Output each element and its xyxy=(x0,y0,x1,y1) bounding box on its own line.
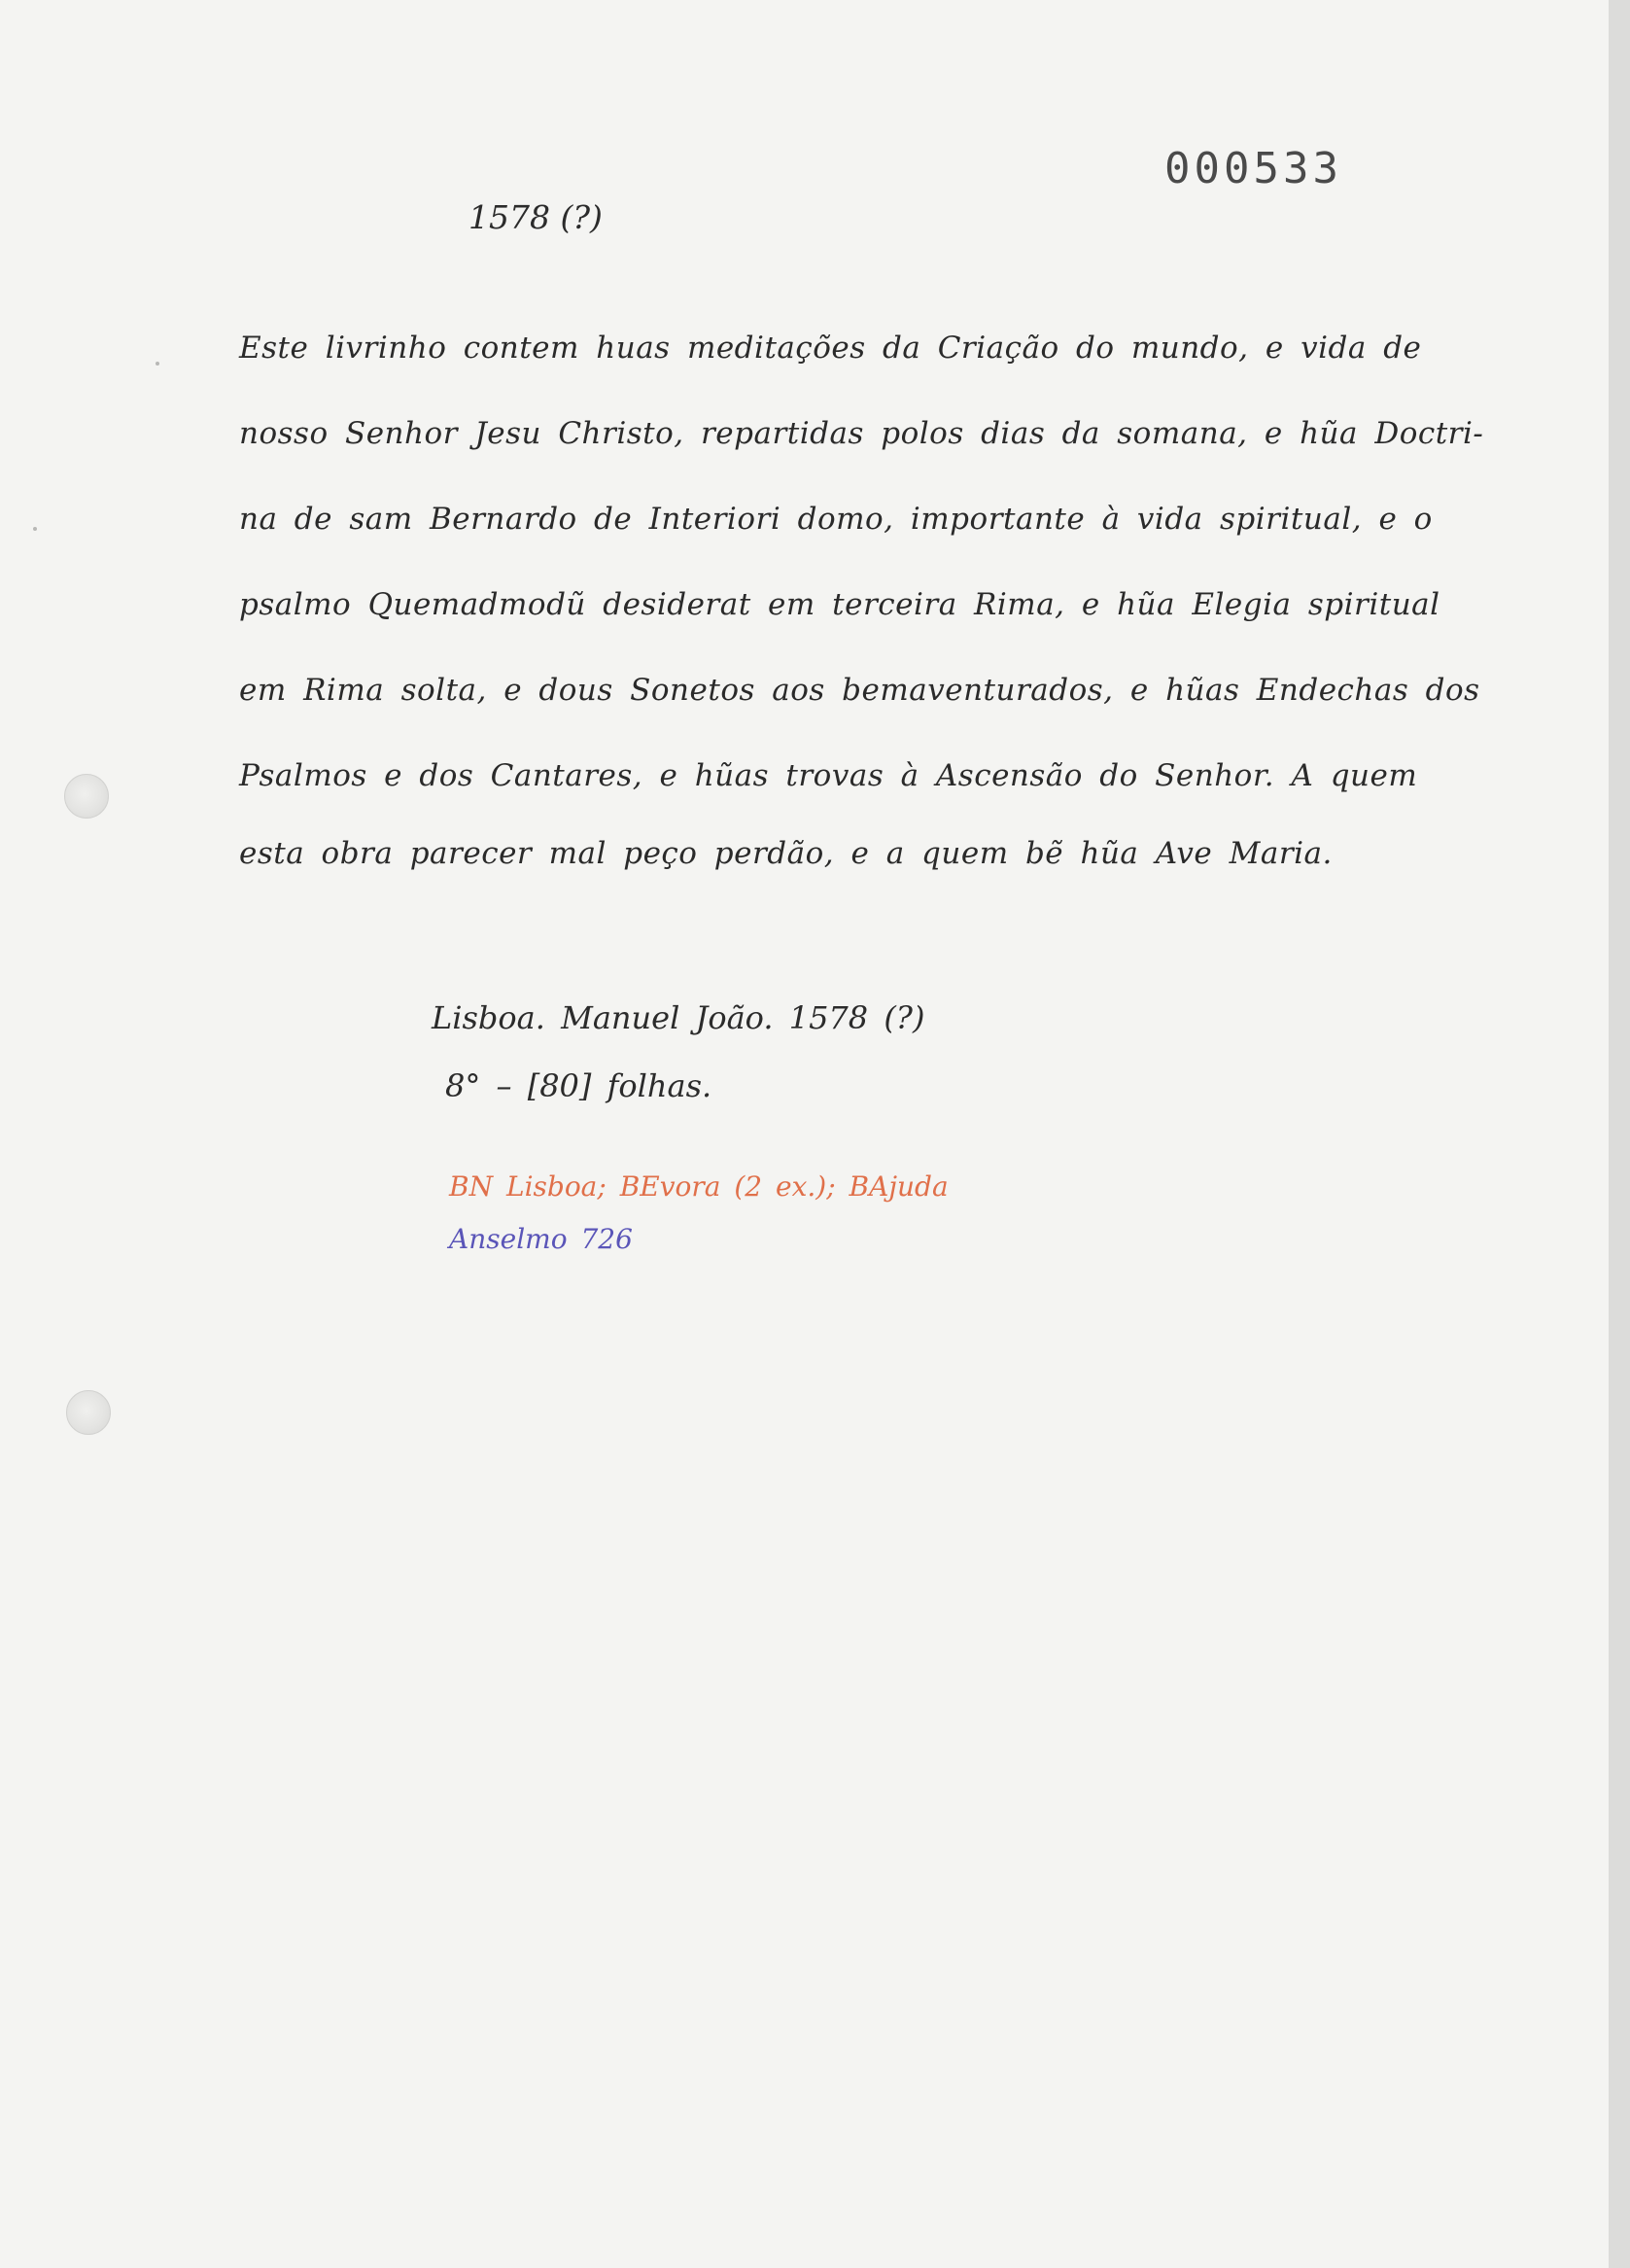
date-heading: 1578 (?) xyxy=(468,198,603,236)
description-line: na de sam Bernardo de Interiori domo, importante à vida spiritual, e o xyxy=(239,502,1433,537)
paper-speck xyxy=(156,362,159,366)
paper-speck xyxy=(33,527,37,531)
description-line: em Rima solta, e dous Sonetos aos bemaventurados, e hũas Endechas dos xyxy=(239,673,1480,708)
holdings-line: BN Lisboa; BEvora (2 ex.); BAjuda xyxy=(449,1170,949,1203)
description-line: Este livrinho contem huas meditações da Criação do mundo, e vida de xyxy=(239,331,1422,366)
description-line: Psalmos e dos Cantares, e hũas trovas à Ascensão do Senhor. A quem xyxy=(239,758,1418,793)
punch-hole-top xyxy=(64,774,109,819)
description-line: esta obra parecer mal peço perdão, e a quem bẽ hũa Ave Maria. xyxy=(239,836,1333,871)
punch-hole-bottom xyxy=(66,1390,111,1435)
catalog-stamp-number: 000533 xyxy=(1164,144,1342,193)
reference-line: Anselmo 726 xyxy=(449,1223,633,1255)
format-line: 8° – [80] folhas. xyxy=(445,1067,712,1104)
imprint-line: Lisboa. Manuel João. 1578 (?) xyxy=(432,999,925,1036)
description-line: psalmo Quemadmodũ desiderat em terceira Rima, e hũa Elegia spiritual xyxy=(239,587,1440,622)
page-edge xyxy=(1609,0,1630,2268)
description-line: nosso Senhor Jesu Christo, repartidas polos dias da somana, e hũa Doctri- xyxy=(239,416,1484,451)
